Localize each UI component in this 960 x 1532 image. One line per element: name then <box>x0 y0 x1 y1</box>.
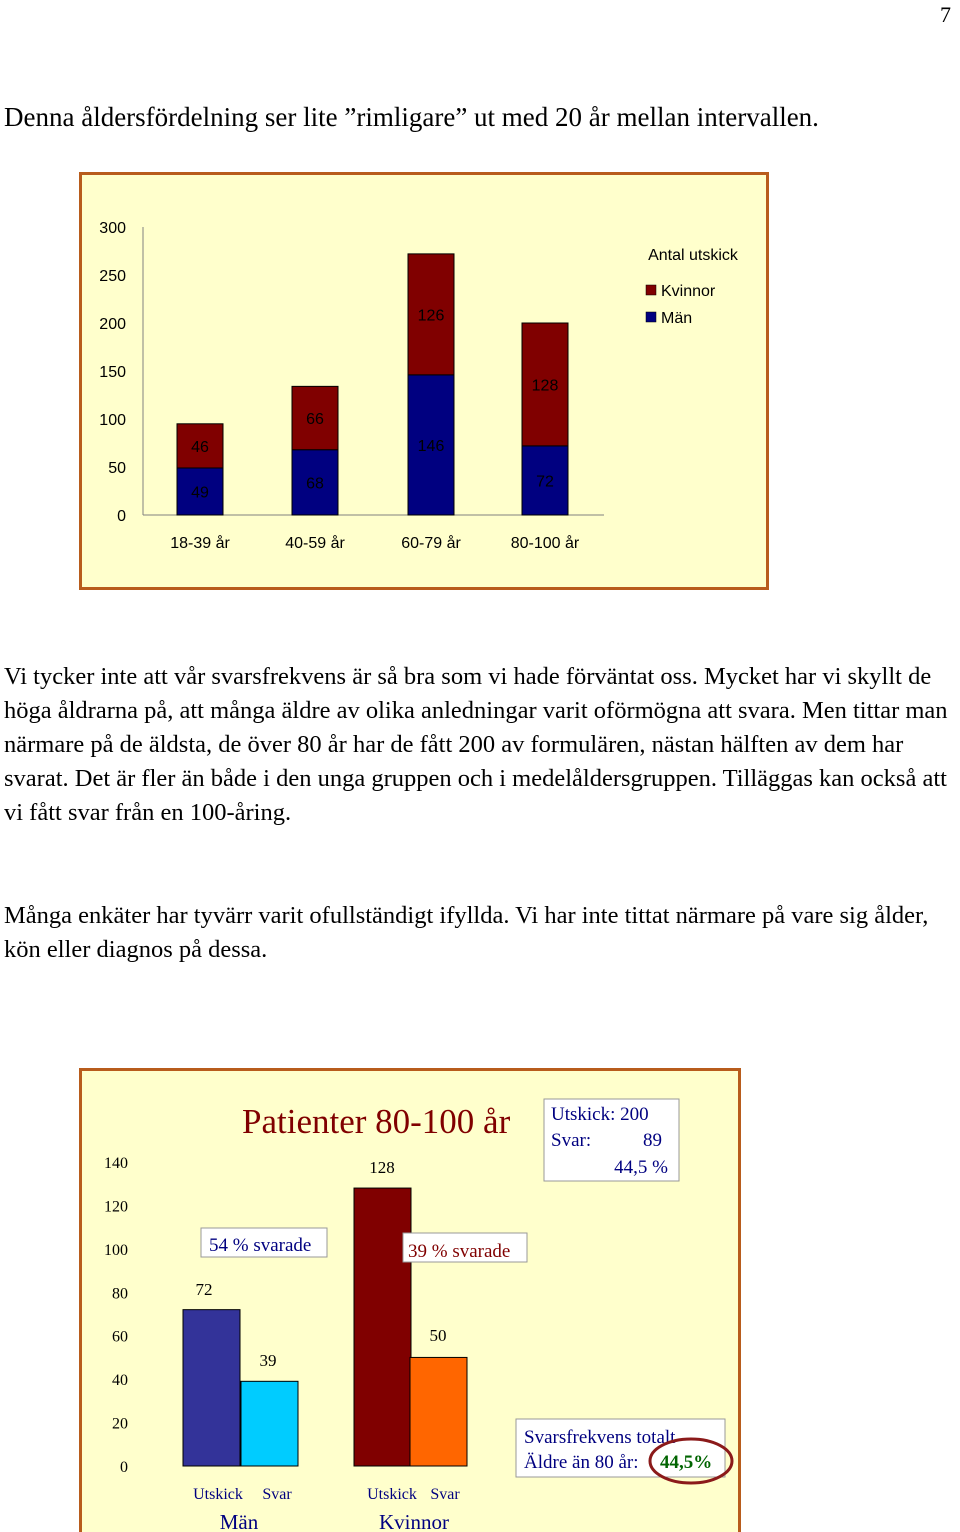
legend-title: Antal utskick <box>648 247 738 264</box>
chart-title: Patienter 80-100 år <box>242 1102 511 1141</box>
y-tick-label: 150 <box>99 364 126 381</box>
women-response-rate: 39 % svarade <box>408 1241 511 1262</box>
group-label-men: Män <box>219 1510 259 1532</box>
y-tick-label: 200 <box>99 316 126 333</box>
legend-swatch-men <box>646 312 656 322</box>
legend-swatch-women <box>646 285 656 295</box>
paragraph-incomplete-forms: Många enkäter har tyvärr varit ofullständigt ifyllda. Vi har inte tittat närmare på vare sig ålder, kön eller diagnos på dessa. <box>4 902 929 963</box>
y-tick-label: 140 <box>104 1155 128 1172</box>
summary-answers-value: 89 <box>643 1130 662 1151</box>
data-label-men: 68 <box>306 475 324 493</box>
y-tick-label: 40 <box>112 1372 128 1390</box>
summary-answers-label: Svar: <box>551 1130 592 1151</box>
data-label-men: 146 <box>417 437 445 455</box>
x-tick-label: 18-39 år <box>170 535 230 552</box>
data-label: 128 <box>369 1158 395 1177</box>
y-tick-label: 250 <box>99 268 126 285</box>
paragraph-response-rate: Vi tycker inte att vår svarsfrekvens är så bra som vi hade förväntat oss. Mycket har vi skyllt de höga åldrarna på, att många äldre av olika anledningar varit oförmögna att svara. Men tittar man närmare på de äldsta, de över 80 år har de fått 200 av formulären, nästan hälften av dem har svarat. Det är fler än både i den unga gruppen och i medelåldersgruppen. Tilläggas kan också att vi fått svar från en 100-åring. <box>4 663 948 826</box>
x-tick-label: Utskick <box>193 1486 243 1503</box>
x-tick-label: Svar <box>430 1486 460 1503</box>
legend-label-women: Kvinnor <box>661 283 716 300</box>
total-rate-prefix: Äldre än 80 år: <box>524 1452 639 1473</box>
y-tick-label: 80 <box>112 1285 128 1303</box>
data-label-women: 46 <box>191 438 209 456</box>
x-tick-label: 80-100 år <box>510 535 580 552</box>
age-distribution-chart-svg <box>82 175 766 587</box>
patients-80-100-chart <box>79 1068 741 1532</box>
data-label: 50 <box>429 1326 447 1345</box>
intro-text: Denna åldersfördelning ser lite ”rimligare” ut med 20 år mellan intervallen. <box>4 102 819 132</box>
x-tick-label: Svar <box>262 1486 292 1503</box>
y-tick-label: 0 <box>117 508 126 525</box>
total-rate-title: Svarsfrekvens totalt <box>524 1427 676 1448</box>
y-tick-label: 100 <box>104 1241 128 1259</box>
bar <box>183 1310 240 1466</box>
y-tick-label: 50 <box>108 460 126 477</box>
legend-label-men: Män <box>661 310 693 327</box>
y-tick-label: 100 <box>99 412 126 429</box>
y-tick-label: 20 <box>112 1415 128 1433</box>
page-number: 7 <box>940 2 951 27</box>
data-label-women: 128 <box>531 377 559 395</box>
bar <box>410 1357 467 1466</box>
y-tick-label: 60 <box>112 1328 128 1346</box>
data-label-women: 66 <box>306 411 324 429</box>
age-distribution-chart <box>79 172 769 590</box>
data-label: 72 <box>195 1280 213 1299</box>
total-rate-value: 44,5% <box>660 1452 713 1473</box>
data-label-women: 126 <box>417 307 445 325</box>
patients-80-100-chart-svg <box>82 1071 738 1532</box>
summary-percentage: 44,5 % <box>614 1157 668 1178</box>
data-label-men: 72 <box>536 473 554 491</box>
x-tick-label: 60-79 år <box>401 535 461 552</box>
bar <box>354 1188 411 1466</box>
y-tick-label: 0 <box>120 1459 128 1476</box>
bar <box>241 1381 298 1466</box>
data-label-men: 49 <box>191 484 209 502</box>
y-tick-label: 300 <box>99 220 126 237</box>
x-tick-label: Utskick <box>367 1486 417 1503</box>
x-tick-label: 40-59 år <box>285 535 345 552</box>
y-tick-label: 120 <box>104 1198 128 1216</box>
summary-sent: Utskick: 200 <box>551 1104 649 1125</box>
men-response-rate: 54 % svarade <box>209 1235 312 1256</box>
group-label-women: Kvinnor <box>379 1510 449 1532</box>
data-label: 39 <box>259 1351 277 1370</box>
